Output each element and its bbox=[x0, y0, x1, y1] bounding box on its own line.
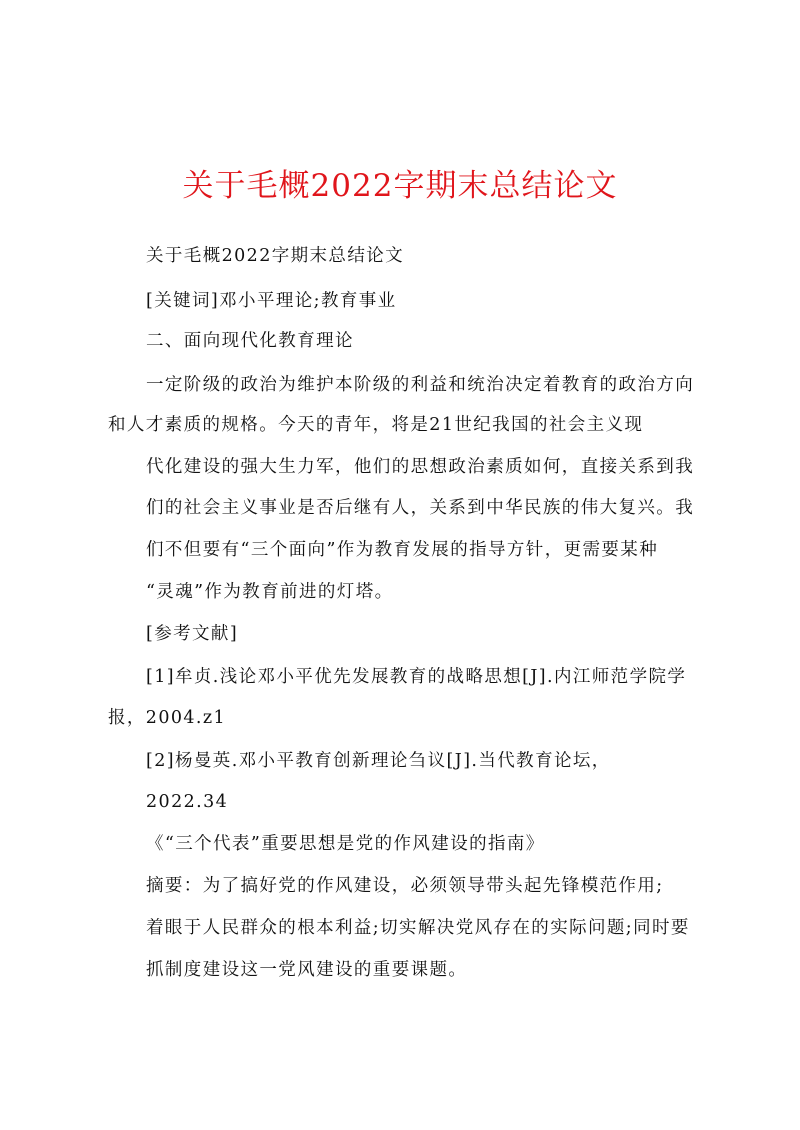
references-heading: [参考文献] bbox=[146, 624, 239, 644]
body-line: 们的社会主义事业是否后继有人，关系到中华民族的伟大复兴。我 bbox=[146, 498, 695, 518]
abstract-line: 着眼于人民群众的根本利益;切实解决党风存在的实际问题;同时要 bbox=[146, 918, 690, 938]
reference-line: 2022.34 bbox=[146, 792, 229, 812]
article-title: 《“三个代表”重要思想是党的作风建设的指南》 bbox=[146, 834, 545, 854]
document-title: 关于毛概2022字期末总结论文 bbox=[182, 168, 618, 204]
body-line: 和人才素质的规格。今天的青年，将是21世纪我国的社会主义现 bbox=[108, 415, 644, 435]
body-line-keywords: [关键词]邓小平理论;教育事业 bbox=[146, 291, 397, 311]
reference-line: [2]杨曼英.邓小平教育创新理论刍议[J].当代教育论坛， bbox=[146, 751, 611, 771]
abstract-line: 抓制度建设这一党风建设的重要课题。 bbox=[146, 960, 468, 980]
body-line: 一定阶级的政治为维护本阶级的利益和统治决定着教育的政治方向 bbox=[146, 375, 695, 395]
reference-line: [1]牟贞.浅论邓小平优先发展教育的战略思想[J].内江师范学院学 bbox=[146, 667, 687, 687]
body-line: 代化建设的强大生力军，他们的思想政治素质如何，直接关系到我 bbox=[146, 457, 695, 477]
body-line: 们不但要有“三个面向”作为教育发展的指导方针，更需要某种 bbox=[146, 540, 659, 560]
body-line: “灵魂”作为教育前进的灯塔。 bbox=[146, 582, 394, 602]
abstract-line: 摘要：为了搞好党的作风建设，必须领导带头起先锋模范作用; bbox=[146, 876, 664, 896]
body-line-subtitle: 关于毛概2022字期末总结论文 bbox=[146, 246, 405, 266]
body-line-section-heading: 二、面向现代化教育理论 bbox=[146, 331, 354, 351]
reference-line: 报，2004.z1 bbox=[108, 708, 227, 728]
